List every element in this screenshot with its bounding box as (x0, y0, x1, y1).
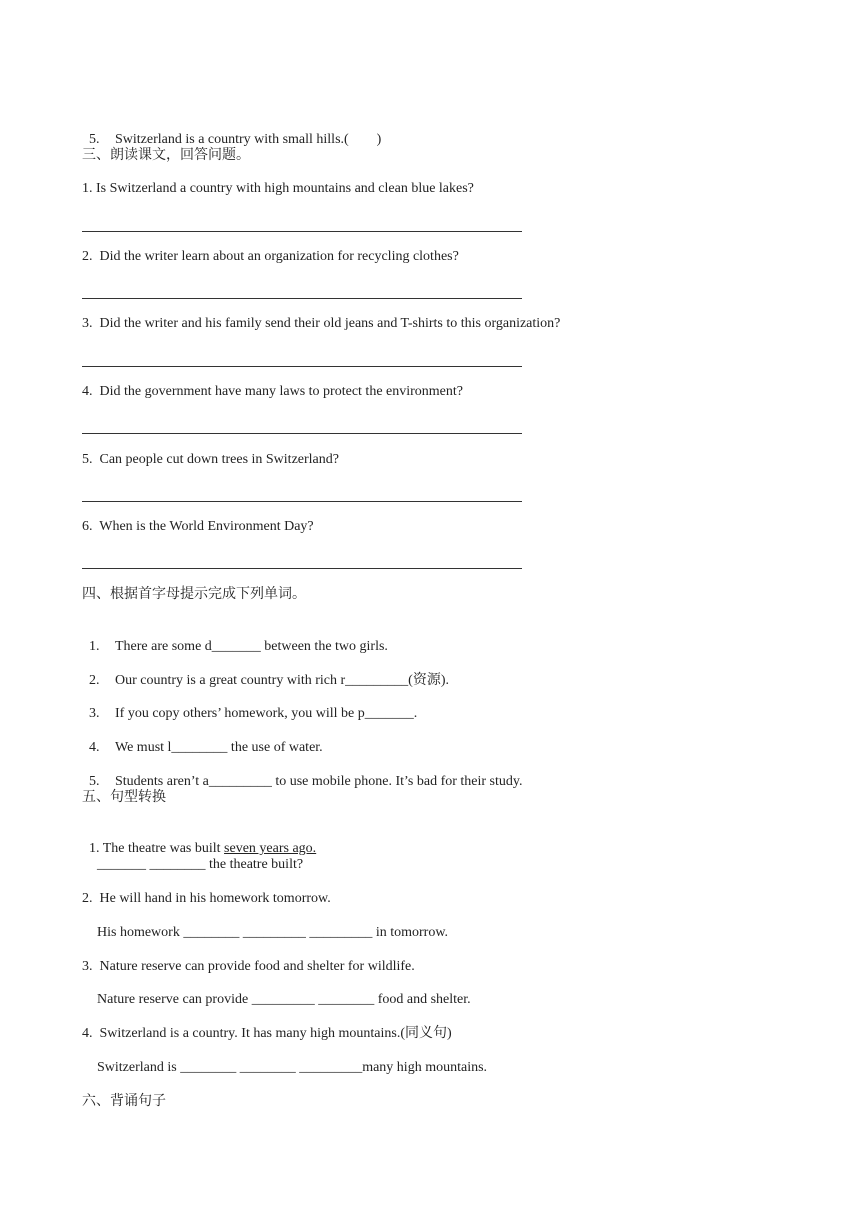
transform-answer-2: His homework ________ _________ _________ in tomorrow. (97, 925, 449, 940)
item-number: 4. (89, 740, 100, 755)
item-number: 5. (89, 774, 100, 789)
section-6-heading: 六、背诵句子 (82, 1094, 166, 1109)
question-prefix: 1. The theatre was built (89, 841, 225, 856)
item-number: 1. (89, 639, 100, 654)
answer-line-1[interactable] (82, 231, 522, 232)
item-text: Switzerland is a country with small hills.( ) (115, 132, 382, 147)
transform-question-2: 2. He will hand in his homework tomorrow. (82, 891, 331, 906)
transform-question-1 (82, 822, 316, 858)
question-5: 5. Can people cut down trees in Switzerland? (82, 452, 339, 467)
item-text: Our country is a great country with rich r_________(资源). (115, 673, 449, 688)
transform-answer-3: Nature reserve can provide _________ ________ food and shelter. (97, 992, 471, 1007)
question-2: 2. Did the writer learn about an organization for recycling clothes? (82, 249, 459, 264)
underlined-phrase: seven years ago. (224, 841, 317, 856)
transform-answer-1: _______ ________ the theatre built? (97, 857, 304, 872)
question-4: 4. Did the government have many laws to protect the environment? (82, 384, 464, 399)
transform-question-3: 3. Nature reserve can provide food and shelter for wildlife. (82, 959, 415, 974)
item-number: 5. (89, 132, 100, 147)
word-item-4 (82, 721, 323, 757)
answer-line-3[interactable] (82, 366, 522, 367)
item-text: Students aren’t a_________ to use mobile phone. It’s bad for their study. (115, 774, 523, 789)
section-4-heading: 四、根据首字母提示完成下列单词。 (82, 587, 306, 602)
answer-line-5[interactable] (82, 501, 522, 502)
word-item-5 (82, 755, 523, 791)
question-1: 1. Is Switzerland a country with high mountains and clean blue lakes? (82, 181, 474, 196)
section-5-heading: 五、句型转换 (82, 790, 166, 805)
item-number: 2. (89, 673, 100, 688)
word-item-1 (82, 620, 388, 656)
answer-line-2[interactable] (82, 298, 522, 299)
transform-answer-4: Switzerland is ________ ________ _________many high mountains. (97, 1060, 488, 1075)
item-text: There are some d_______ between the two girls. (115, 639, 388, 654)
transform-question-4: 4. Switzerland is a country. It has many high mountains.(同义句) (82, 1026, 452, 1041)
item-number: 3. (89, 706, 100, 721)
section-3-heading: 三、朗读课文，回答问题。 (82, 148, 250, 163)
answer-line-6[interactable] (82, 568, 522, 569)
answer-line-4[interactable] (82, 433, 522, 434)
word-item-3 (82, 687, 417, 723)
item-text: If you copy others’ homework, you will be p_______. (115, 706, 418, 721)
question-3: 3. Did the writer and his family send their old jeans and T-shirts to this organization? (82, 316, 561, 331)
question-6: 6. When is the World Environment Day? (82, 519, 314, 534)
true-false-item-5 (82, 113, 381, 149)
word-item-2 (82, 654, 449, 690)
item-text: We must l________ the use of water. (115, 740, 323, 755)
